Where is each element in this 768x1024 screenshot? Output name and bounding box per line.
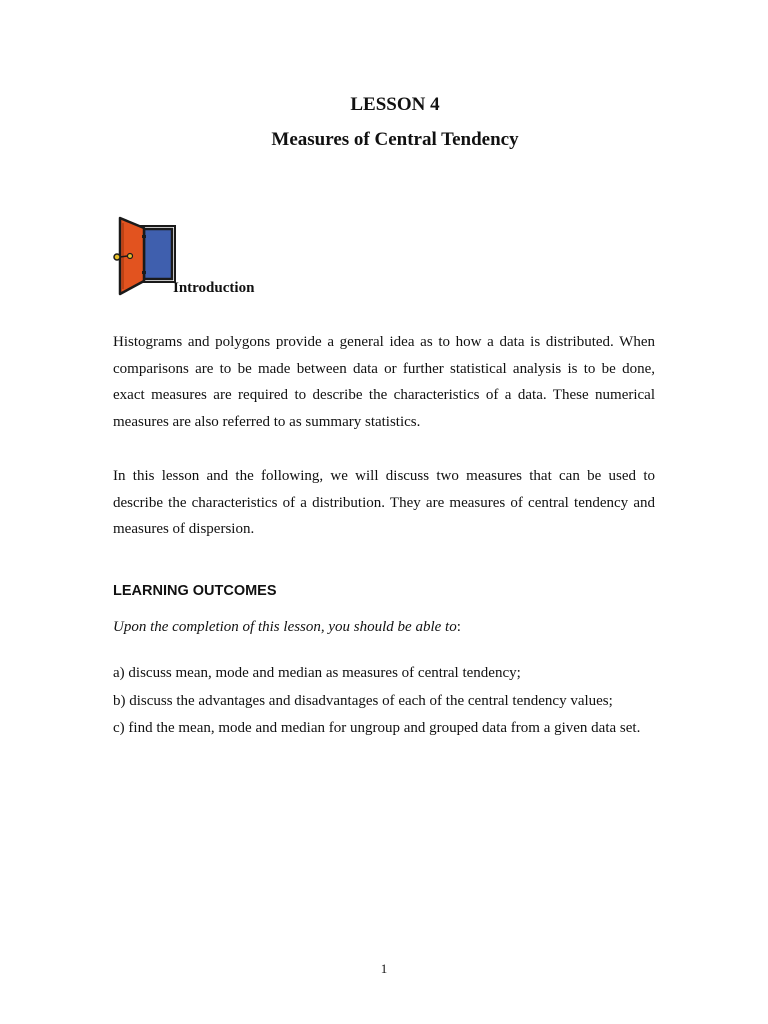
- open-door-icon: [112, 215, 178, 297]
- lesson-title: Measures of Central Tendency: [271, 129, 519, 150]
- intro-paragraph-1: Histograms and polygons provide a general idea as to how a data is distributed. When comparisons are to be made between data or further statistical analysis is to be done, exact measures are required to describe the characteristics of a data. These numerical measures are also referred to as summary statistics.: [113, 334, 655, 431]
- learning-outcomes-intro-colon: :: [456, 619, 461, 635]
- learning-outcomes-list: [113, 660, 673, 743]
- intro-paragraph-2: In this lesson and the following, we will discuss two measures that can be used to describe the characteristics of a distribution. They are measures of central tendency and measures of dispersion.: [113, 468, 655, 538]
- learning-outcome-item: b) discuss the advantages and disadvantages of each of the central tendency values;: [113, 692, 613, 709]
- learning-outcomes-intro: [113, 619, 461, 636]
- learning-outcome-item: a) discuss mean, mode and median as measures of central tendency;: [113, 665, 521, 681]
- learning-outcome-item: c) find the mean, mode and median for ungroup and grouped data from a given data set.: [113, 720, 641, 736]
- introduction-heading: Introduction: [173, 280, 255, 296]
- page-number: 1: [380, 961, 388, 976]
- learning-outcomes-intro-text: Upon the completion of this lesson, you should be able to: [113, 619, 457, 635]
- lesson-number: LESSON 4: [350, 94, 440, 115]
- learning-outcomes-heading: LEARNING OUTCOMES: [113, 583, 277, 599]
